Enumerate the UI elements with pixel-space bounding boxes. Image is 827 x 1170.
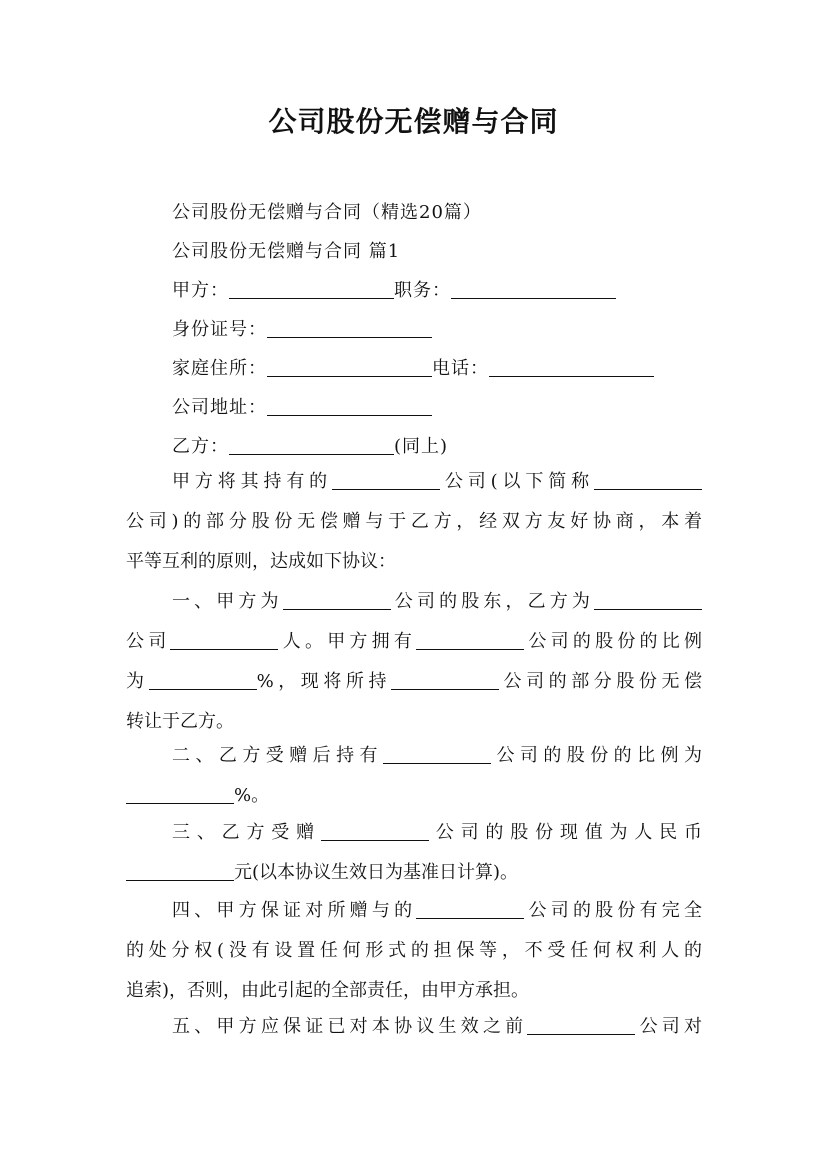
text: 人。甲方拥有 <box>278 631 417 652</box>
blank <box>391 671 499 690</box>
clause-5 <box>126 1007 702 1047</box>
phone-label: 电话： <box>432 358 489 379</box>
text: 公司的股份的比例为 <box>491 745 702 766</box>
clause-1 <box>126 582 702 742</box>
text: %，现将所持 <box>256 671 391 692</box>
text: 为 <box>126 671 149 692</box>
phone-blank <box>489 358 654 377</box>
text: 一、甲方为 <box>172 591 283 612</box>
blank <box>321 822 429 841</box>
text: 转让于乙方。 <box>126 711 234 732</box>
text: 公司(以下简称 <box>440 471 595 492</box>
blank <box>594 471 702 490</box>
clause-3 <box>126 813 702 893</box>
text: 公司的股份的比例 <box>524 631 703 652</box>
position-label: 职务： <box>394 280 451 301</box>
text: 公司对 <box>635 1016 703 1037</box>
text: 公司的股份有完全 <box>524 900 703 921</box>
text: 元(以本协议生效日为基准日计算)。 <box>234 862 519 883</box>
text: 甲方将其持有的 <box>172 471 333 492</box>
id-label: 身份证号： <box>172 319 267 340</box>
blank <box>383 745 491 764</box>
home-blank <box>267 358 432 377</box>
blank <box>170 631 278 650</box>
text: 公司的部分股份无偿 <box>499 671 703 692</box>
text: %。 <box>234 785 270 806</box>
text: 公司的股份现值为人民币 <box>428 822 703 843</box>
blank <box>416 631 524 650</box>
id-line <box>172 315 432 341</box>
text: 二、乙方受赠后持有 <box>172 745 383 766</box>
clause-2 <box>126 736 702 816</box>
party-a-label: 甲方： <box>172 280 229 301</box>
company-address-line <box>172 393 432 419</box>
text: 三、乙方受赠 <box>172 822 321 843</box>
text: 的处分权(没有设置任何形式的担保等，不受任何权利人的 <box>126 940 702 961</box>
party-b-line <box>172 432 448 458</box>
party-a-line <box>172 276 616 302</box>
company-address-label: 公司地址： <box>172 397 267 418</box>
id-blank <box>267 319 432 338</box>
text: 追索)，否则，由此引起的全部责任，由甲方承担。 <box>126 980 530 1001</box>
text: 公司的股东，乙方为 <box>390 591 595 612</box>
blank <box>126 862 234 881</box>
blank <box>527 1016 635 1035</box>
text: 公司)的部分股份无偿赠与于乙方，经双方友好协商，本着 <box>126 511 702 532</box>
clause-4 <box>126 891 702 1011</box>
home-line <box>172 354 654 380</box>
blank <box>149 671 257 690</box>
text: 五、甲方应保证已对本协议生效之前 <box>172 1016 528 1037</box>
blank <box>332 471 440 490</box>
party-b-blank <box>229 436 394 455</box>
party-a-blank <box>229 280 394 299</box>
position-blank <box>451 280 616 299</box>
blank <box>416 900 524 919</box>
document-title: 公司股份无偿赠与合同 <box>268 105 559 138</box>
blank <box>126 785 234 804</box>
text: 公司 <box>126 631 171 652</box>
home-label: 家庭住所： <box>172 358 267 379</box>
party-b-label: 乙方： <box>172 436 229 457</box>
section-heading: 公司股份无偿赠与合同 篇1 <box>172 241 401 262</box>
text: 平等互利的原则，达成如下协议： <box>126 551 396 572</box>
same-above: (同上) <box>394 436 449 457</box>
subtitle: 公司股份无偿赠与合同（精选20篇） <box>172 202 482 223</box>
blank <box>594 591 702 610</box>
text: 四、甲方保证对所赠与的 <box>172 900 417 921</box>
company-address-blank <box>267 397 432 416</box>
blank <box>283 591 391 610</box>
paragraph-intro <box>126 462 702 582</box>
